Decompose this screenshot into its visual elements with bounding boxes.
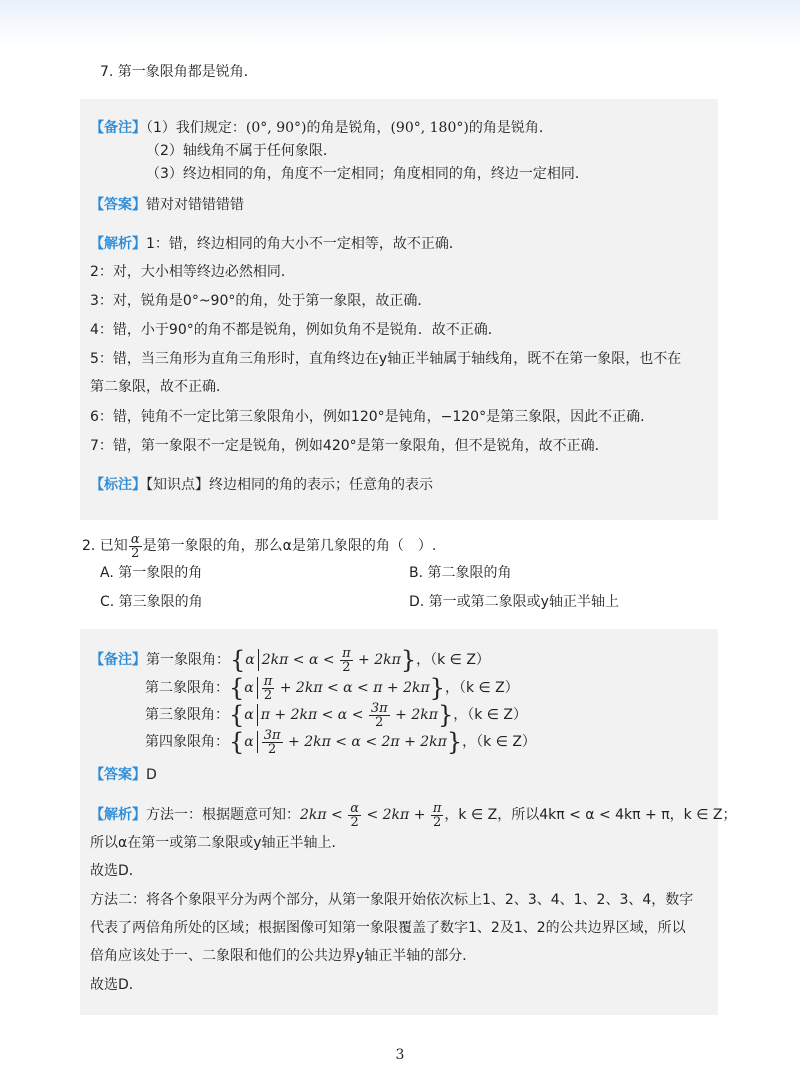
analysis-line-3: 3：对，锐角是0°~90°的角，处于第一象限，故正确．: [90, 293, 432, 309]
answer-tag-2: 【答案】: [90, 767, 146, 783]
analysis-line-5b: 第二象限，故不正确．: [90, 379, 230, 395]
choose-line-1: 故选D．: [90, 863, 143, 879]
method-1-line-2: 所以α在第一或第二象限或y轴正半轴上．: [90, 835, 346, 851]
analysis-line-2: 2：对，大小相等终边必然相同．: [90, 264, 295, 280]
analysis-line-5a: 5：错，当三角形为直角三角形时，直角终边在y轴正半轴属于轴线角，既不在第一象限，也不在: [90, 351, 682, 367]
method-2-line-2: 代表了两倍角所处的区域；根据图像可知第一象限覆盖了数字1、2及1、2的公共边界区域，所以: [90, 920, 686, 936]
remark-tag: 【备注】: [90, 120, 146, 136]
analysis-line-4: 4：错，小于90°的角不都是锐角，例如负角不是锐角．故不正确．: [90, 322, 502, 338]
method-2-line-1: 方法二：将各个象限平分为两个部分，从第一象限开始依次标上1、2、3、4、1、2、3、4，数字: [90, 892, 694, 908]
quadrant-1-set: 【备注】第一象限角：{α 2kπ < α < $\frac{\pi}{2}$ + 2kπ}，（k ∈ Z）: [90, 645, 490, 675]
choose-line-2: 故选D．: [90, 977, 143, 993]
analysis-tag-2: 【解析】: [90, 807, 146, 823]
quadrant-3-set: 第三象限角：{α π + 2kπ < α < $\frac{3\pi}{2}$ + 2kπ}，（k ∈ Z）: [145, 700, 528, 730]
quadrant-4-set: 第四象限角：{α $\frac{3\pi}{2}$ + 2kπ < α < 2π + 2kπ}，（k ∈ Z）: [145, 727, 536, 757]
remark-line-1: 【备注】（1）我们规定：(0°, 90°)的角是锐角，(90°, 180°)的角是锐角．: [90, 120, 553, 136]
fraction-alpha-over-2: $\frac{\alpha}{2}$: [130, 531, 140, 561]
analysis-line-6: 6：错，钝角不一定比第三象限角小，例如120°是钝角，−120°是第三象限，因此不正确．: [90, 409, 655, 425]
remark-tag-2: 【备注】: [90, 652, 146, 668]
note-line: 【标注】【知识点】终边相同的角的表示；任意角的表示: [90, 477, 433, 493]
option-c: C. 第三象限的角: [100, 594, 203, 610]
option-a: A. 第一象限的角: [100, 565, 203, 581]
answer-line-2: [90, 765, 157, 785]
remark-line-2: （2）轴线角不属于任何象限．: [146, 143, 337, 159]
method-1-line-1: 【解析】方法一：根据题意可知：2kπ < $\frac{\alpha}{2}$ < 2kπ + $\frac{\pi}{2}$ ，k ∈ Z，所以4kπ < α < 4kπ + π，k ∈ Z；: [90, 800, 737, 830]
method-2-line-3: 倍角应该处于一、二象限和他们的公共边界y轴正半轴的部分．: [90, 948, 477, 964]
header-band: [0, 0, 800, 46]
question-7: 7. 第一象限角都是锐角．: [100, 64, 258, 80]
remark-line-3: （3）终边相同的角，角度不一定相同；角度相同的角，终边一定相同．: [146, 166, 589, 182]
answer-tag: 【答案】: [90, 197, 146, 213]
question-2: 2. 已知 $\frac{\alpha}{2}$ 是第一象限的角，那么α是第几象限的角（ ）.: [82, 531, 437, 561]
analysis-tag: 【解析】: [90, 236, 146, 252]
answer-text-2: D: [146, 767, 157, 783]
analysis-line-1: 【解析】1：错，终边相同的角大小不一定相等，故不正确．: [90, 236, 463, 252]
option-d: D. 第一或第二象限或y轴正半轴上: [409, 594, 619, 610]
note-tag: 【标注】: [90, 477, 146, 493]
page-number: 3: [395, 1047, 405, 1063]
option-b: B. 第二象限的角: [409, 565, 512, 581]
answer-text: 错对对错错错错: [146, 197, 244, 213]
quadrant-2-set: 第二象限角：{α $\frac{\pi}{2}$ + 2kπ < α < π + 2kπ}，（k ∈ Z）: [145, 673, 519, 703]
analysis-line-7: 7：错，第一象限不一定是锐角，例如420°是第一象限角，但不是锐角，故不正确．: [90, 438, 609, 454]
answer-line: [90, 195, 244, 215]
